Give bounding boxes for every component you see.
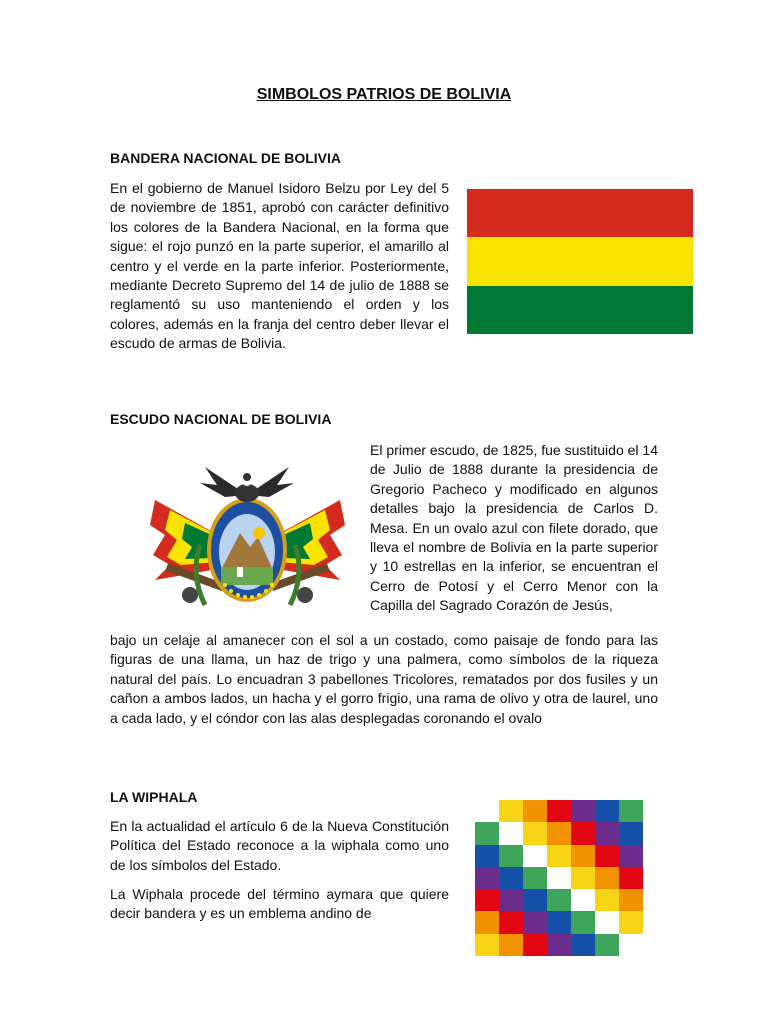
wiphala-cell [475, 911, 499, 933]
wiphala-cell [571, 934, 595, 956]
wiphala-cell [523, 822, 547, 844]
wiphala-cell [547, 889, 571, 911]
page-title: SIMBOLOS PATRIOS DE BOLIVIA [256, 86, 512, 103]
wiphala-cell [547, 867, 571, 889]
wiphala-flag-image [475, 800, 643, 956]
wiphala-heading: LA WIPHALA [110, 789, 198, 805]
wiphala-cell [595, 845, 619, 867]
wiphala-cell [523, 845, 547, 867]
wiphala-cell [523, 911, 547, 933]
wiphala-cell [595, 800, 619, 822]
wiphala-cell [523, 800, 547, 822]
bandera-heading: BANDERA NACIONAL DE BOLIVIA [110, 150, 342, 166]
wiphala-cell [475, 867, 499, 889]
wiphala-cell [595, 889, 619, 911]
wiphala-cell [523, 867, 547, 889]
wiphala-cell [547, 800, 571, 822]
wiphala-paragraph-1: En la actualidad el artículo 6 de la Nueva Constitución Política del Estado reconoce a la wiphala como uno de los símbolos del Estado. [110, 818, 449, 873]
wiphala-cell [499, 845, 523, 867]
wiphala-cell [475, 822, 499, 844]
wiphala-cell [571, 800, 595, 822]
wiphala-cell [619, 889, 643, 911]
wiphala-cell [475, 845, 499, 867]
wiphala-cell [619, 845, 643, 867]
coat-of-arms-icon [145, 455, 350, 620]
escudo-paragraph-full: bajo un celaje al amanecer con el sol a un costado, como paisaje de fondo para las figuras de una llama, un haz de trigo y una palmera, como símbolos de la riqueza natural del país. Lo encuadran 3 pabellones Tricolores, rematados por dos fusiles y un cañon a ambos lados, un hacha y el gorro frigio, una rama de olivo y otra de laurel, uno a cada lado, y el cóndor con las alas desplegadas coronando el ovalo [110, 632, 658, 726]
escudo-heading: ESCUDO NACIONAL DE BOLIVIA [110, 411, 332, 427]
wiphala-cell [619, 911, 643, 933]
wiphala-cell [499, 889, 523, 911]
flag-yellow-stripe [467, 237, 693, 285]
wiphala-cell [499, 911, 523, 933]
wiphala-cell [499, 934, 523, 956]
wiphala-cell [475, 800, 499, 822]
wiphala-cell [595, 934, 619, 956]
wiphala-cell [499, 822, 523, 844]
flag-red-stripe [467, 189, 693, 237]
wiphala-paragraph-2: La Wiphala procede del término aymara que quiere decir bandera y es un emblema andino de [110, 886, 449, 922]
wiphala-cell [571, 845, 595, 867]
wiphala-cell [619, 934, 643, 956]
wiphala-cell [595, 911, 619, 933]
wiphala-cell [475, 889, 499, 911]
flag-green-stripe [467, 286, 693, 334]
wiphala-cell [595, 822, 619, 844]
wiphala-cell [499, 800, 523, 822]
wiphala-cell [571, 822, 595, 844]
wiphala-cell [547, 934, 571, 956]
escudo-paragraph-side: El primer escudo, de 1825, fue sustituido el 14 de Julio de 1888 durante la presidencia de Gregorio Pacheco y modificado en algunos detalles bajo la presidencia de Carlos D. Mesa. En un ovalo azul con filete dorado, que lleva el nombre de Bolivia en la parte superior y 10 estrellas en la inferior, se encuentran el Cerro de Potosí y el Cerro Menor con la Capilla del Sagrado Corazón de Jesús, [370, 442, 658, 614]
wiphala-cell [499, 867, 523, 889]
wiphala-cell [523, 934, 547, 956]
wiphala-cell [547, 822, 571, 844]
bolivia-flag-image [467, 189, 693, 334]
bandera-paragraph: En el gobierno de Manuel Isidoro Belzu por Ley del 5 de noviembre de 1851, aprobó con carácter definitivo los colores de la Bandera Nacional, en la forma que sigue: el rojo punzó en la parte superior, el amarillo al centro y el verde en la parte inferior. Posteriormente, mediante Decreto Supremo del 14 de julio de 1888 se reglamentó su uso manteniendo el orden y los colores, además en la franja del centro deber llevar el escudo de armas de Bolivia. [110, 180, 449, 352]
wiphala-cell [619, 822, 643, 844]
wiphala-cell [571, 867, 595, 889]
wiphala-cell [475, 934, 499, 956]
wiphala-cell [547, 911, 571, 933]
wiphala-cell [571, 911, 595, 933]
wiphala-cell [595, 867, 619, 889]
wiphala-cell [523, 889, 547, 911]
wiphala-cell [547, 845, 571, 867]
wiphala-cell [619, 867, 643, 889]
wiphala-cell [571, 889, 595, 911]
wiphala-cell [619, 800, 643, 822]
coat-of-arms-image [145, 455, 350, 620]
